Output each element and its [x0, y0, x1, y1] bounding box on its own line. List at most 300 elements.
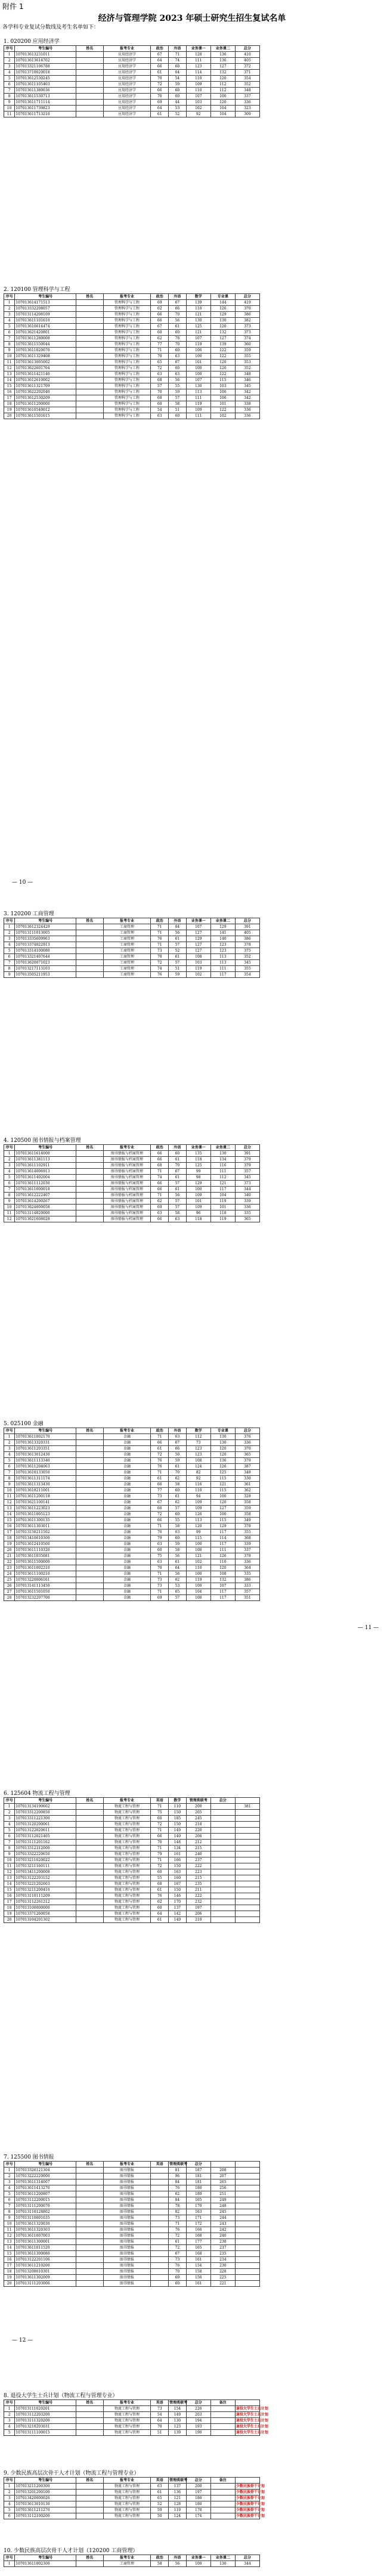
table-cell: 管理科学与工程: [103, 318, 151, 324]
table-cell: [235, 2197, 259, 2203]
table-cell: 60: [151, 401, 169, 407]
table-cell: 70: [151, 76, 169, 82]
table-cell: 70: [151, 954, 169, 960]
table-cell: 107013150211502: [15, 1530, 76, 1535]
table-cell: 56: [169, 1571, 187, 1577]
table-cell: [76, 306, 103, 312]
table-row: [4, 371, 260, 377]
table-cell: [76, 2251, 103, 2257]
table-cell: 26: [4, 1583, 15, 1589]
table-cell: 336: [235, 413, 259, 419]
table-cell: 66: [151, 1151, 169, 1157]
table-cell: [235, 2239, 259, 2245]
table-row: [4, 2174, 260, 2179]
table-cell: 管理科学与工程: [103, 395, 151, 401]
table-cell: 68: [151, 1881, 169, 1887]
table-cell: 160: [169, 1875, 187, 1881]
table-cell: 20: [4, 2281, 15, 2287]
table-cell: [76, 1899, 103, 1905]
table-cell: [76, 924, 103, 930]
table-cell: 342: [235, 389, 259, 395]
table-cell: 150: [169, 1810, 187, 1816]
table-row: [4, 1205, 260, 1210]
score-table: [4, 1797, 260, 1923]
table-cell: 15: [4, 1887, 15, 1893]
table-cell: 107013122020611: [15, 1828, 76, 1834]
table-cell: 136: [210, 1458, 235, 1464]
table-header-row: [4, 46, 260, 52]
table-cell: 81: [169, 2168, 187, 2174]
table-cell: [76, 413, 103, 419]
table-cell: 物流工程与管理: [103, 1857, 151, 1863]
table-cell: 70: [151, 1840, 169, 1846]
table-cell: 63: [169, 1434, 187, 1440]
table-cell: [235, 2209, 259, 2215]
table-cell: 74: [169, 58, 187, 64]
table-cell: 107013114020000: [15, 1210, 76, 1216]
table-cell: 101: [186, 1199, 210, 1205]
table-cell: 107013322220650: [15, 1852, 76, 1857]
table-cell: 107013111203006: [15, 2281, 76, 2287]
table-row: [4, 1810, 260, 1816]
table-cell: 18: [4, 2269, 15, 2275]
table-row: [4, 1875, 260, 1881]
table-cell: 61: [151, 1917, 169, 1923]
table-cell: 107013112261212: [15, 1899, 76, 1905]
score-table: [4, 1144, 260, 1222]
table-row: [4, 2269, 260, 2275]
column-header: 姓名: [76, 1145, 103, 1151]
table-cell: 19: [4, 2275, 15, 2281]
table-cell: 128: [186, 52, 210, 58]
table-cell: 5: [4, 76, 15, 82]
table-cell: 图书情报: [103, 2227, 151, 2233]
table-cell: 373: [235, 1181, 259, 1187]
column-header: 总分: [235, 46, 259, 52]
table-cell: 6: [4, 82, 15, 88]
table-cell: 107013611711114: [15, 100, 76, 106]
table-cell: [76, 2245, 103, 2251]
table-cell: 180: [186, 2185, 210, 2191]
table-cell: 158: [186, 2269, 210, 2275]
table-cell: 2: [4, 1440, 15, 1446]
table-cell: [76, 52, 103, 58]
table-cell: [210, 1846, 235, 1852]
table-cell: 107013611223023: [15, 1506, 76, 1512]
table-cell: 116: [186, 306, 210, 312]
table-cell: 57: [169, 1595, 187, 1601]
table-cell: 108: [186, 954, 210, 960]
table-cell: 352: [235, 954, 259, 960]
table-cell: 1: [4, 1804, 15, 1810]
table-cell: 103: [186, 100, 210, 106]
table-cell: 物流工程与管理: [103, 1881, 151, 1887]
table-cell: 107013611329408: [15, 354, 76, 360]
table-header-row: [4, 1428, 260, 1434]
table-cell: 71: [169, 2221, 187, 2227]
table-cell: [76, 2507, 103, 2513]
page-number-1: — 10 —: [12, 880, 33, 886]
table-cell: [210, 1857, 235, 1863]
table-cell: 66: [151, 1216, 169, 1222]
table-row: [4, 413, 260, 419]
table-cell: 17: [4, 1530, 15, 1535]
table-cell: 121: [186, 330, 210, 336]
table-cell: 168: [186, 2233, 210, 2239]
table-cell: 图书情报与档案管理: [103, 1163, 151, 1169]
table-cell: [76, 1559, 103, 1565]
table-cell: 金融: [103, 1559, 151, 1565]
table-cell: 387: [235, 1464, 259, 1470]
table-row: [4, 76, 260, 82]
table-row: [4, 2561, 260, 2567]
table-cell: 金融: [103, 1535, 151, 1541]
table-cell: 221: [210, 2281, 235, 2287]
table-cell: [235, 1857, 259, 1863]
column-header: [235, 1798, 259, 1804]
table-cell: [76, 2561, 103, 2567]
table-cell: 图书情报: [103, 2209, 151, 2215]
table-cell: 10: [4, 106, 15, 112]
table-cell: 2: [4, 2490, 15, 2496]
table-cell: 336: [235, 100, 259, 106]
table-cell: [76, 1828, 103, 1834]
table-cell: [76, 1595, 103, 1601]
column-header: 业务课一: [186, 2555, 210, 2561]
table-cell: 139: [186, 300, 210, 306]
table-cell: 100: [186, 371, 210, 377]
table-cell: 149: [169, 2412, 187, 2418]
table-cell: [76, 1488, 103, 1494]
table-cell: 215: [186, 1875, 210, 1881]
table-cell: [151, 2191, 169, 2197]
table-cell: [235, 2269, 259, 2275]
table-cell: 112: [186, 1434, 210, 1440]
table-cell: 71: [151, 1571, 169, 1577]
table-cell: 107013611739823: [15, 106, 76, 112]
table-cell: 107013611203351: [15, 1446, 76, 1452]
column-header: 政治: [151, 1145, 169, 1151]
table-cell: 物流工程与管理: [103, 2507, 151, 2513]
table-cell: 66: [151, 1506, 169, 1512]
table-cell: 51: [169, 407, 187, 413]
table-cell: 386: [235, 936, 259, 942]
table-row: [4, 366, 260, 371]
table-cell: 107013134190602: [15, 1804, 76, 1810]
table-cell: [76, 1500, 103, 1506]
table-cell: 图书情报: [103, 2251, 151, 2257]
column-header: 报考专业: [103, 1798, 151, 1804]
table-cell: 76: [169, 2185, 187, 2191]
table-row: [4, 1905, 260, 1911]
table-cell: 127: [210, 336, 235, 342]
table-cell: 107013611210200: [15, 2263, 76, 2269]
table-cell: 107013611000018: [15, 1187, 76, 1193]
table-cell: 107013610540012: [15, 407, 76, 413]
table-cell: 126: [210, 1464, 235, 1470]
table-cell: 242: [210, 2227, 235, 2233]
table-row: [4, 1828, 260, 1834]
table-row: [4, 389, 260, 395]
column-header: 业务课一: [186, 46, 210, 52]
table-cell: 67: [169, 2251, 187, 2257]
table-row: [4, 2227, 260, 2233]
table-cell: [76, 366, 103, 371]
table-cell: 113: [186, 1518, 210, 1524]
table-cell: 107013611113340: [15, 1458, 76, 1464]
table-cell: 174: [186, 2513, 210, 2519]
table-cell: 61: [169, 324, 187, 330]
table-cell: [76, 1852, 103, 1857]
table-cell: 77: [151, 1488, 169, 1494]
table-cell: 106: [210, 395, 235, 401]
column-header: 姓名: [76, 46, 103, 52]
table-cell: 100: [210, 1494, 235, 1500]
table-cell: 357: [235, 1589, 259, 1595]
table-cell: [76, 1482, 103, 1488]
table-cell: 金融: [103, 1565, 151, 1571]
table-cell: 123: [210, 948, 235, 954]
table-cell: 107013611421140: [15, 371, 76, 377]
table-cell: [210, 1887, 235, 1893]
table-cell: 12: [4, 1869, 15, 1875]
table-cell: 3: [4, 1446, 15, 1452]
table-cell: 107013100000000: [15, 1905, 76, 1911]
table-cell: 197: [186, 2490, 210, 2496]
table-cell: 207: [210, 2174, 235, 2179]
table-cell: 71: [151, 1828, 169, 1834]
table-row: [4, 2215, 260, 2221]
table-cell: 金融: [103, 1470, 151, 1476]
table-cell: 8: [4, 342, 15, 348]
table-cell: 51: [169, 966, 187, 972]
table-cell: 353: [235, 360, 259, 366]
table-cell: 107013613231011: [15, 52, 76, 58]
table-cell: 28: [4, 1595, 15, 1601]
table-cell: [210, 1834, 235, 1840]
table-cell: 405: [235, 58, 259, 64]
table-cell: [235, 2275, 259, 2281]
table-cell: 82: [186, 1470, 210, 1476]
table-cell: 382: [235, 318, 259, 324]
table-cell: 3: [4, 2496, 15, 2501]
table-cell: 5: [4, 2430, 15, 2436]
table-row: [4, 2507, 260, 2513]
column-header: 政治: [151, 46, 169, 52]
table-cell: 107013111100015: [15, 2430, 76, 2436]
table-cell: 图书情报: [103, 2263, 151, 2269]
table-cell: 107013611200000: [15, 401, 76, 407]
table-cell: [210, 1881, 235, 1887]
table-row: [4, 1518, 260, 1524]
page-number-3: — 12 —: [12, 2337, 33, 2343]
table-cell: 54: [151, 2412, 169, 2418]
table-cell: 9: [4, 348, 15, 354]
table-cell: 71: [151, 1524, 169, 1530]
table-cell: 55: [169, 383, 187, 389]
table-cell: 图书情报与档案管理: [103, 1181, 151, 1187]
table-cell: 355: [235, 966, 259, 972]
table-cell: [235, 1893, 259, 1899]
table-cell: 154: [186, 2263, 210, 2269]
column-header: 考生编号: [15, 46, 76, 52]
table-cell: 116: [210, 1163, 235, 1169]
table-row: [4, 407, 260, 413]
table-cell: 119: [186, 1577, 210, 1583]
table-cell: 1: [4, 2406, 15, 2412]
table-cell: 75: [151, 1810, 169, 1816]
table-cell: 251: [210, 2191, 235, 2197]
table-cell: 107013614171513: [15, 300, 76, 306]
table-cell: 123: [210, 942, 235, 948]
table-cell: 4: [4, 1452, 15, 1458]
table-cell: [151, 2263, 169, 2269]
column-header: 总分: [210, 1798, 235, 1804]
table-cell: 8: [4, 1193, 15, 1199]
table-cell: [210, 1899, 235, 1905]
column-header: 业务课一: [186, 1145, 210, 1151]
table-cell: 222: [186, 1893, 210, 1899]
table-cell: 368: [235, 1535, 259, 1541]
table-cell: [76, 2501, 103, 2507]
table-row: [4, 100, 260, 106]
table-cell: 107013621420801: [15, 330, 76, 336]
table-cell: 74: [151, 966, 169, 972]
table-cell: 355: [235, 1530, 259, 1535]
column-header: 业务课二: [210, 1145, 235, 1151]
table-cell: 应用经济学: [103, 112, 151, 117]
table-cell: 362: [235, 1488, 259, 1494]
table-cell: 16: [4, 1524, 15, 1530]
table-cell: [76, 2424, 103, 2430]
table-cell: 1: [4, 2484, 15, 2490]
table-cell: 管理科学与工程: [103, 342, 151, 348]
table-cell: 107013374022913: [15, 942, 76, 948]
table-cell: 7: [4, 2203, 15, 2209]
table-cell: 92: [186, 112, 210, 117]
table-cell: 358: [235, 1500, 259, 1506]
table-cell: 107013611211270: [15, 2507, 76, 2513]
table-cell: [76, 1181, 103, 1187]
table-cell: 107013611302009: [15, 2275, 76, 2281]
table-row: [4, 1846, 260, 1852]
table-cell: 金融: [103, 1494, 151, 1500]
table-cell: [76, 1917, 103, 1923]
table-cell: 144: [210, 300, 235, 306]
table-cell: 72: [151, 82, 169, 88]
table-cell: 56: [169, 1553, 187, 1559]
table-cell: 378: [235, 942, 259, 948]
table-cell: [76, 318, 103, 324]
table-cell: 101: [210, 1205, 235, 1210]
score-table: [4, 2555, 260, 2567]
column-header: 总分: [186, 2478, 210, 2484]
table-cell: 235: [186, 1881, 210, 1887]
table-cell: 金融: [103, 1583, 151, 1589]
score-table: [4, 2399, 268, 2436]
column-header: 序号: [4, 2400, 15, 2406]
column-header: 政治: [151, 294, 169, 300]
table-cell: 图书情报: [103, 2221, 151, 2227]
table-cell: 64: [169, 70, 187, 76]
table-cell: 71: [169, 52, 187, 58]
table-cell: 图书情报: [103, 2269, 151, 2275]
table-cell: 3: [4, 936, 15, 942]
table-cell: 125: [210, 1470, 235, 1476]
table-row: [4, 52, 260, 58]
table-cell: 120: [210, 324, 235, 330]
table-cell: 管理科学与工程: [103, 407, 151, 413]
table-cell: 140: [169, 1834, 187, 1840]
table-row: [4, 360, 260, 366]
table-cell: [76, 300, 103, 306]
table-cell: [76, 942, 103, 948]
table-cell: 管理科学与工程: [103, 312, 151, 318]
table-cell: 77: [151, 342, 169, 348]
table-cell: 210: [186, 1917, 210, 1923]
table-cell: 图书情报与档案管理: [103, 1210, 151, 1216]
table-row: [4, 2424, 260, 2430]
table-row: [4, 1524, 260, 1530]
table-cell: 59: [169, 389, 187, 395]
table-cell: 应用经济学: [103, 64, 151, 70]
table-cell: 111: [210, 1547, 235, 1553]
table-cell: 12: [4, 1500, 15, 1506]
table-cell: 354: [235, 76, 259, 82]
table-cell: 107013311221300: [15, 1816, 76, 1822]
table-cell: 103: [210, 383, 235, 389]
table-row: [4, 2496, 260, 2501]
table-cell: 336: [235, 1205, 259, 1210]
table-cell: 44: [169, 100, 187, 106]
table-cell: 60: [151, 1869, 169, 1875]
table-cell: 107013611320303: [15, 2227, 76, 2233]
table-cell: 59: [169, 82, 187, 88]
table-cell: 94: [186, 1494, 210, 1500]
table-cell: 53: [169, 1583, 187, 1589]
table-cell: 3: [4, 1163, 15, 1169]
column-header: 英语: [151, 2478, 169, 2484]
table-cell: 66: [151, 1440, 169, 1446]
table-cell: 107013210203031: [15, 2424, 76, 2430]
table-cell: 57: [169, 1199, 187, 1205]
table-cell: 107013332208057: [15, 306, 76, 312]
table-cell: 107013411200008: [15, 1869, 76, 1875]
table-cell: 226: [186, 2406, 210, 2412]
table-cell: [76, 1547, 103, 1553]
table-cell: 金融: [103, 1512, 151, 1518]
table-cell: 61: [169, 1464, 187, 1470]
table-cell: 245: [186, 1816, 210, 1822]
table-cell: 60: [151, 1816, 169, 1822]
table-cell: [235, 1875, 259, 1881]
table-cell: [210, 1804, 235, 1810]
table-row: [4, 1210, 260, 1216]
table-cell: 107013710020018: [15, 70, 76, 76]
table-cell: [76, 1583, 103, 1589]
table-cell: [76, 2174, 103, 2179]
table-cell: 211: [186, 1887, 210, 1893]
table-cell: 55: [151, 1875, 169, 1881]
column-header: 序号: [4, 294, 15, 300]
table-cell: [235, 1911, 259, 1917]
column-header: 业务课一: [186, 918, 210, 924]
table-row: [4, 1494, 260, 1500]
table-cell: 107013112021405: [15, 1834, 76, 1840]
column-header: 业务课二: [210, 46, 235, 52]
column-header: 管理类联考: [169, 2162, 188, 2166]
table-cell: 9: [4, 100, 15, 106]
